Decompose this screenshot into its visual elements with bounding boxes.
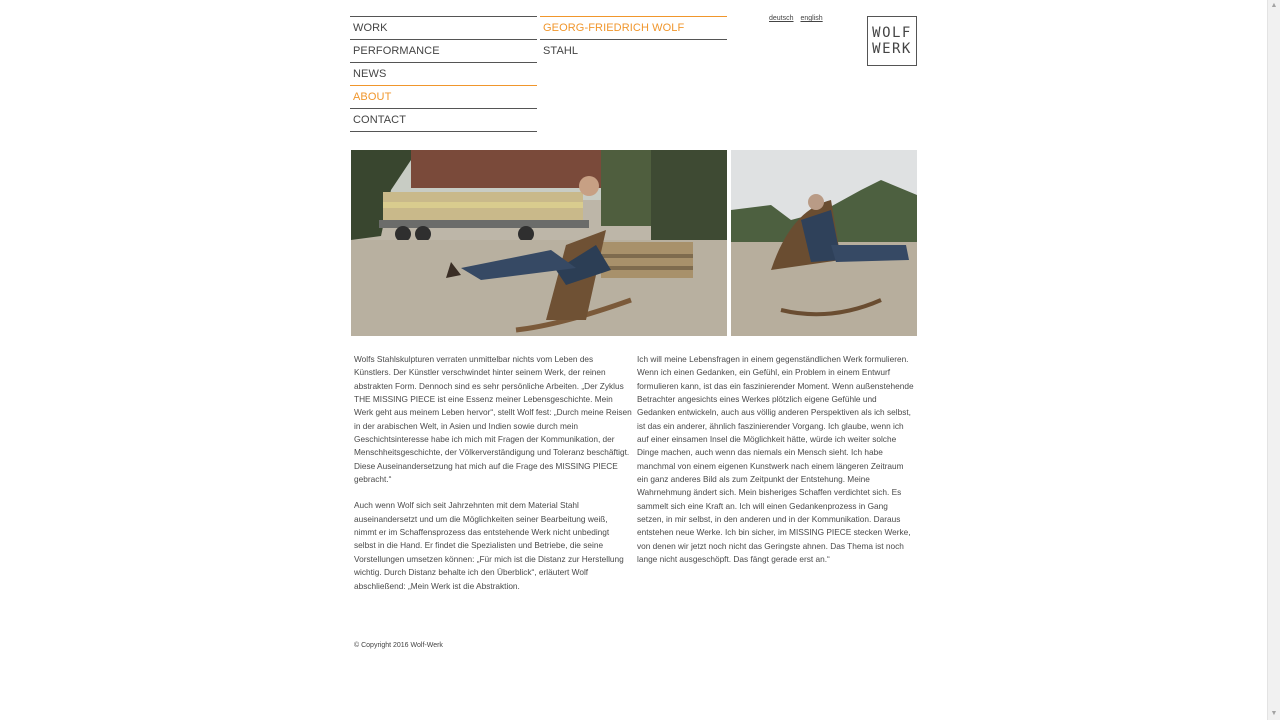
nav-item-about[interactable] — [350, 85, 537, 108]
subnav-item-stahl[interactable] — [540, 39, 727, 62]
nav-link-contact[interactable]: CONTACT — [353, 114, 407, 126]
scroll-up-arrow-icon[interactable]: ▲ — [1270, 2, 1278, 9]
language-link-english[interactable]: english — [800, 15, 823, 22]
nav-link-work[interactable]: WORK — [353, 22, 388, 34]
photo-rocking-chair-back — [731, 150, 917, 336]
vertical-scrollbar[interactable] — [1267, 0, 1280, 720]
language-switcher — [769, 15, 828, 22]
logo-line-2: WERK — [872, 41, 912, 57]
nav-item-work[interactable] — [350, 16, 537, 39]
nav-link-news[interactable]: NEWS — [353, 68, 387, 80]
logo-line-1: WOLF — [872, 25, 912, 41]
nav-link-performance[interactable]: PERFORMANCE — [353, 45, 440, 57]
nav-link-about[interactable]: ABOUT — [353, 91, 392, 103]
wolf-werk-logo[interactable] — [867, 16, 917, 66]
scroll-down-arrow-icon[interactable]: ▼ — [1270, 710, 1278, 717]
sub-navigation — [540, 16, 727, 62]
text-column-right — [637, 353, 915, 580]
main-navigation — [350, 16, 537, 132]
photo-rocking-chair-yard — [351, 150, 727, 336]
page-container — [350, 0, 918, 720]
nav-item-contact[interactable] — [350, 108, 537, 132]
text-column-left — [354, 353, 632, 606]
subnav-link-georg-friedrich-wolf[interactable]: GEORG-FRIEDRICH WOLF — [543, 22, 685, 34]
language-link-deutsch[interactable]: deutsch — [769, 15, 794, 22]
nav-item-performance[interactable] — [350, 39, 537, 62]
subnav-link-stahl[interactable]: STAHL — [543, 45, 579, 57]
left-paragraph-2: Auch wenn Wolf sich seit Jahrzehnten mit dem Material Stahl auseinandersetzt und um die Möglichkeiten seiner Bearbeitung weiß, nimmt er im Schaffensprozess das entstehende Werk nicht unbedingt selbst in die Hand. Er findet die Spezialisten und Betriebe, die seine Vorstellungen umsetzen können: „Für mich ist die Distanz zur Herstellung wichtig. Durch Distanz behalte ich den Überblick“, erläutert Wolf abschließend: „Mein Werk ist die Abstraktion. — [354, 500, 624, 591]
left-paragraph-1: Wolfs Stahlskulpturen verraten unmittelbar nichts vom Leben des Künstlers. Der Künstler verschwindet hinter seinem Werk, der reinen abstrakten Form. Dennoch sind es sehr persönliche Arbeiten. „Der Zyklus THE MISSING PIECE ist eine Essenz meiner Lebensgeschichte. Mein Werk geht aus meinem Leben hervor“, stellt Wolf fest: „Durch meine Reisen in der arabischen Welt, in Asien und Indien sowie durch mein Geschichtsinteresse habe ich mich mit Fragen der Kommunikation, der Menschheitsgeschichte, der Völkerverständigung und Toleranz beschäftigt. Diese Auseinandersetzung hat mich auf die Frage des MISSING PIECE gebracht.“ — [354, 354, 632, 485]
copyright-footer: © Copyright 2016 Wolf-Werk — [354, 642, 443, 649]
subnav-item-georg-friedrich-wolf[interactable] — [540, 16, 727, 39]
right-paragraph-1: Ich will meine Lebensfragen in einem gegenständlichen Werk formulieren. Wenn ich einen Gedanken, ein Gefühl, ein Problem in einem Entwurf formulieren kann, ist das ein faszinierender Moment. Wenn außenstehende Betrachter angesichts eines Werkes plötzlich eigene Gefühle und Gedanken entwickeln, auch aus völlig anderen Perspektiven als ich selbst, ist das ein anderer, ähnlich faszinierender Vorgang. Ich glaube, wenn ich auf einer einsamen Insel die Möglichkeit hätte, würde ich weiter solche Dinge machen, auch wenn das niemals ein Mensch sieht. Ich habe manchmal von einem eigenen Kunstwerk nach einem längeren Zeitraum ein ganz anderes Bild als zum Zeitpunkt der Entstehung. Meine Wahrnehmung ändert sich. Mein bisheriges Schaffen verdichtet sich. Es sammelt sich eine Kraft an. Ich will einen Gedankenprozess in Gang setzen, in mir selbst, in den anderen und in der Kommunikation. Daraus entstehen neue Werke. Ich bin sicher, im MISSING PIECE stecken Werke, von denen wir jetzt noch nicht das Geringste ahnen. Das Thema ist noch lange nicht ausgeschöpft. Das fängt gerade erst an.“ — [637, 354, 914, 565]
nav-item-news[interactable] — [350, 62, 537, 85]
